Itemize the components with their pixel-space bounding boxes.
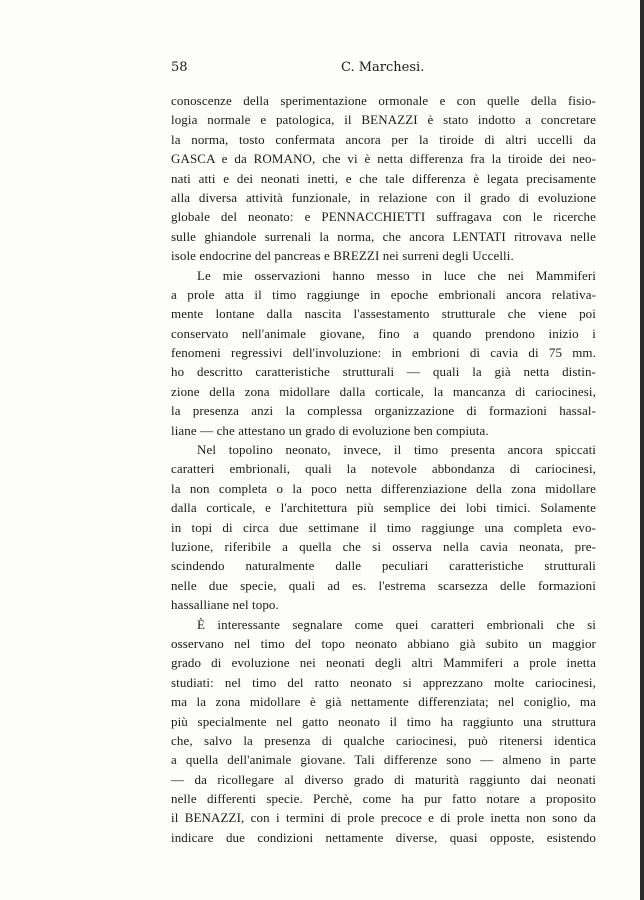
text-line: Nel topolino neonato, invece, il timo presenta ancora spiccati	[197, 442, 596, 458]
text-line: in topi di circa due settimane il timo raggiunge una completa evo-	[171, 519, 596, 535]
text-line: conoscenze della sperimentazione ormonale e con quelle della fisio-	[171, 93, 596, 108]
text-line: liane — che attestano un grado di evoluzione ben compiuta.	[171, 422, 489, 438]
text-line: logia normale e patologica, il BENAZZI è stato indotto a concretare	[171, 112, 596, 128]
text-line: globale del neonato: e PENNACCHIETTI suffragava con le ricerche	[171, 209, 596, 225]
text-line: a quella dell'animale giovane. Tali differenze sono — almeno in parte	[171, 752, 596, 768]
text-line: osservano nel timo del topo neonato abbiano già subito un maggior	[171, 635, 596, 651]
body-text	[171, 91, 596, 847]
text-line: indicare due condizioni nettamente diverse, quasi opposte, esistendo	[171, 829, 596, 845]
text-line: la norma, tosto confermata ancora per la tiroide di altri uccelli da	[171, 131, 596, 147]
text-line: nelle due specie, quali ad es. l'estrema scarsezza delle formazioni	[171, 577, 596, 593]
text-line: alla diversa attività funzionale, in relazione con il grado di evoluzione	[171, 189, 596, 205]
text-line: a prole atta il timo raggiunge in epoche embrionali ancora relativa-	[171, 286, 596, 302]
page-number: 58	[171, 60, 188, 75]
text-line: ma la zona midollare è già nettamente differenziata; nel coniglio, ma	[171, 694, 596, 710]
text-line: — da ricollegare al diverso grado di maturità raggiunto dai neonati	[171, 771, 596, 787]
text-line: il BENAZZI, con i termini di prole precoce e di prole inetta non sono da	[171, 810, 596, 826]
text-line: GASCA e da ROMANO, che vi è netta differenza fra la tiroide dei neo-	[171, 151, 596, 167]
text-line: nelle differenti specie. Perchè, come ha pur fatto notare a proposito	[171, 791, 596, 807]
text-line: zione della zona midollare dalla corticale, la mancanza di cariocinesi,	[171, 383, 596, 399]
text-line: nati atti e dei neonati inetti, e che tale differenza è legata precisamente	[171, 170, 596, 186]
text-line: più specialmente nel gatto neonato il timo ha raggiunto una struttura	[171, 713, 596, 729]
text-line: hassalliane nel topo.	[171, 597, 279, 613]
scan-edge	[640, 0, 644, 900]
text-line: ho descritto caratteristiche strutturali — quali la già netta distin-	[171, 364, 596, 380]
text-line: conservato nell'animale giovane, fino a quando prendono inizio i	[171, 325, 596, 341]
running-head	[171, 60, 596, 80]
text-line: la non completa o la poco netta differenziazione della zona midollare	[171, 480, 596, 496]
text-line: sulle ghiandole surrenali la norma, che ancora LENTATI ritrovava nelle	[171, 228, 596, 244]
text-line: dalla corticale, e l'architettura più semplice dei lobi timici. Solamente	[171, 500, 596, 516]
text-line: che, salvo la presenza di qualche cariocinesi, può ritenersi identica	[171, 732, 596, 748]
text-line: caratteri embrionali, quali la notevole abbondanza di cariocinesi,	[171, 461, 596, 477]
text-line: Le mie osservazioni hanno messo in luce che nei Mammiferi	[197, 267, 596, 283]
text-line: scindendo naturalmente dalle peculiari caratteristiche strutturali	[171, 558, 596, 574]
text-line: mente lontane dalla nascita l'assestamento strutturale che viene poi	[171, 306, 596, 322]
text-line: grado di evoluzione nei neonati degli altri Mammiferi a prole inetta	[171, 655, 596, 671]
text-line: luzione, riferibile a quella che si osserva nella cavia neonata, pre-	[171, 538, 596, 554]
running-title: C. Marchesi.	[341, 60, 425, 75]
text-line: studiati: nel timo del ratto neonato si apprezzano molte cariocinesi,	[171, 674, 596, 690]
text-line: fenomeni regressivi dell'involuzione: in embrioni di cavia di 75 mm.	[171, 345, 596, 361]
text-line: la presenza anzi la complessa organizzazione di formazioni hassal-	[171, 403, 596, 419]
text-line: isole endocrine del pancreas e BREZZI nei surreni degli Uccelli.	[171, 248, 514, 264]
text-line: È interessante segnalare come quei caratteri embrionali che si	[197, 616, 596, 632]
